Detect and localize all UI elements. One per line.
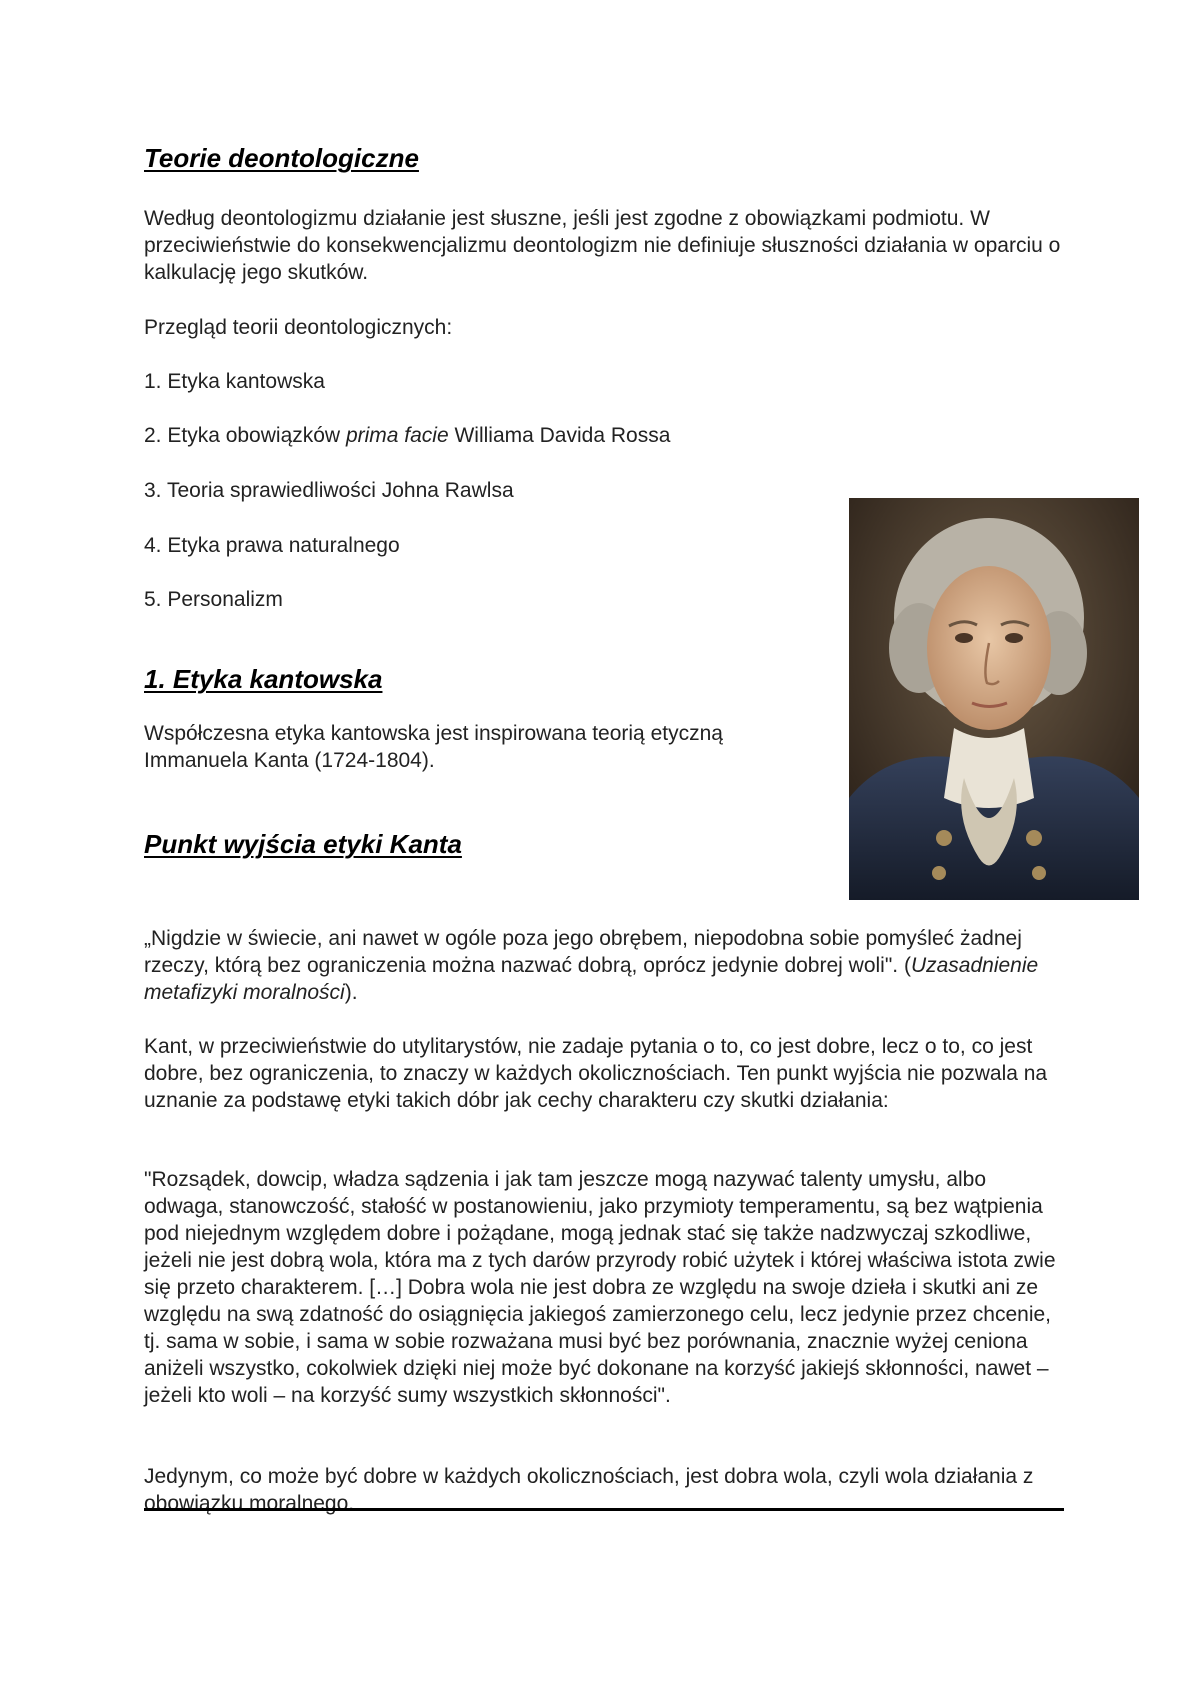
portrait-illustration — [849, 498, 1139, 900]
section2-paragraph: Kant, w przeciwieństwie do utylitarystów, nie zadaje pytania o to, co jest dobre, lecz o to, co jest dobre, bez ograniczenia, to znaczy w każdych okolicznościach. Ten punkt wyjścia nie pozwala na uznanie za podstawę etyki takich dóbr jak cechy charakteru czy skutki działania: — [144, 1035, 1048, 1112]
quote1-source: Uzasadnienie metafizyki moralności — [144, 954, 1039, 1004]
quote1-paragraph — [144, 925, 1064, 1006]
bottom-rule — [144, 1508, 1064, 1511]
list-item-2-suffix: Williama Davida Rossa — [448, 424, 671, 447]
quote1-main: „Nigdzie w świecie, ani nawet w ogóle poza jego obrębem, niepodobna sobie pomyśleć żadnej rzeczy, którą bez ograniczenia można nazwać dobrą, oprócz jedynie dobrej woli". ( — [144, 927, 1022, 977]
list-item-4: 4. Etyka prawa naturalnego — [144, 534, 400, 557]
list-item-1: 1. Etyka kantowska — [144, 370, 325, 393]
kant-portrait-image — [849, 498, 1139, 900]
list-item-3: 3. Teoria sprawiedliwości Johna Rawlsa — [144, 479, 514, 502]
conclusion-paragraph: Jedynym, co może być dobre w każdych okolicznościach, jest dobra wola, czyli wola działania z obowiązku moralnego. — [144, 1465, 1034, 1515]
section1-paragraph: Współczesna etyka kantowska jest inspirowana teorią etyczną Immanuela Kanta (1724-1804). — [144, 722, 723, 772]
section1-heading: 1. Etyka kantowska — [144, 664, 383, 694]
intro-paragraph: Według deontologizmu działanie jest słuszne, jeśli jest zgodne z obowiązkami podmiotu. W przeciwieństwie do konsekwencjalizmu deontologizm nie definiuje słuszności działania w oparciu o kalkulację jego skutków. — [144, 207, 1061, 284]
list-item-5: 5. Personalizm — [144, 588, 283, 611]
quote1-end: ). — [344, 981, 358, 1004]
list-item-2-italic: prima facie — [345, 424, 449, 447]
overview-label: Przegląd teorii deontologicznych: — [144, 316, 453, 339]
list-item-2 — [144, 422, 670, 449]
page-title: Teorie deontologiczne — [144, 143, 419, 173]
list-item-2-prefix: 2. Etyka obowiązków — [144, 424, 346, 447]
section2-heading: Punkt wyjścia etyki Kanta — [144, 829, 462, 859]
quote2-paragraph: "Rozsądek, dowcip, władza sądzenia i jak tam jeszcze mogą nazywać talenty umysłu, albo odwaga, stanowczość, stałość w postanowieniu, jako przymioty temperamentu, są bez wątpienia pod niejednym względem dobre i pożądane, mogą jednak stać się także nadzwyczaj szkodliwe, jeżeli nie jest dobrą wola, która ma z tych darów przyrody robić użytek i której właściwa istota zwie się przeto charakterem. […] Dobra wola nie jest dobra ze względu na swoje dzieła i skutki ani ze względu na swą zdatność do osiągnięcia jakiegoś zamierzonego celu, lecz jedynie przez chcenie, tj. sama w sobie, i sama w sobie rozważana musi być bez porównania, znacznie wyżej ceniona aniżeli wszystko, cokolwiek dzięki niej może być dokonane na korzyść jakiejś skłonności, nawet – jeżeli kto woli – na korzyść sumy wszystkich skłonności". — [144, 1168, 1056, 1407]
